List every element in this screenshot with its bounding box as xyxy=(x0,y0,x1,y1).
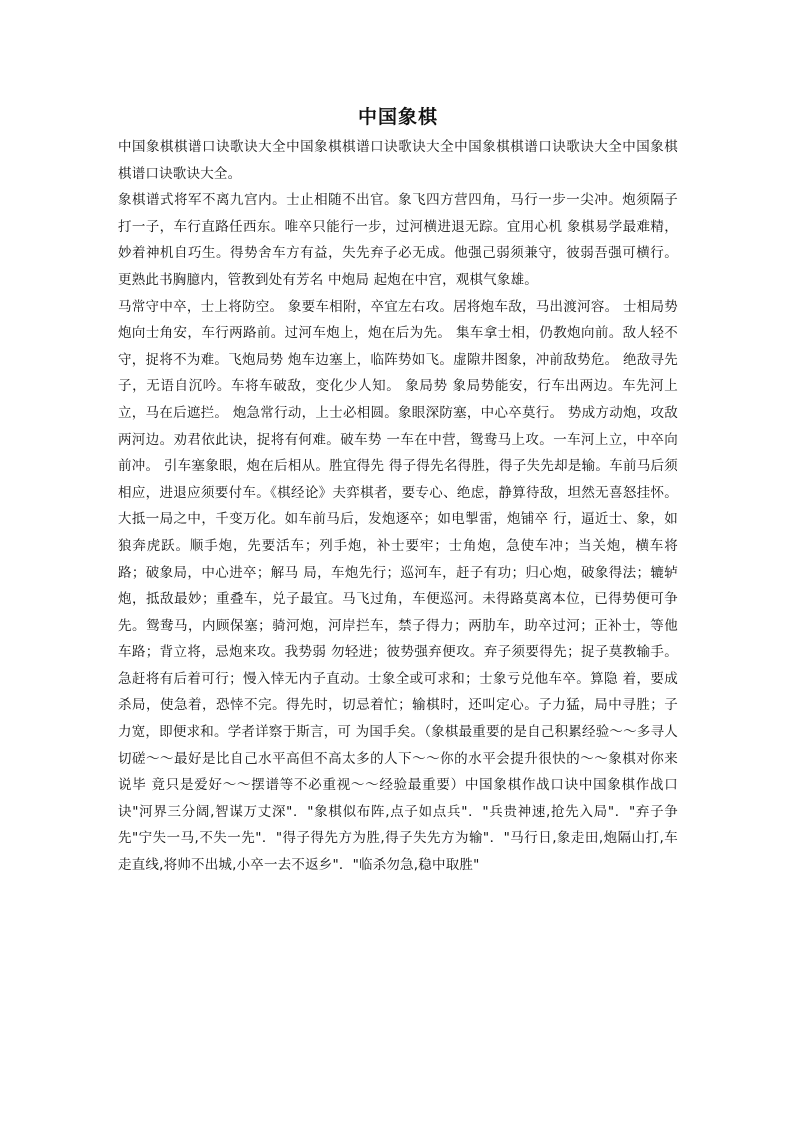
body-paragraph-1: 象棋谱式将军不离九宫内。士止相随不出官。象飞四方营四角，马行一步一尖冲。炮须隔子打一子，车行直路任西东。唯卒只能行一步，过河横进退无踪。宜用心机 象棋易学最难精，妙着神机自巧生。得势舍车方有益，失先弃子必无成。他强己弱须兼守，彼弱吾强可横行。更熟此书胸臆内，管教到处有芳名 中炮局 起炮在中宫，观棋气象雄。 xyxy=(118,192,678,288)
intro-paragraph: 中国象棋棋谱口诀歌诀大全中国象棋棋谱口诀歌诀大全中国象棋棋谱口诀歌诀大全中国象棋棋谱口诀歌诀大全。 xyxy=(118,139,678,182)
body-paragraph-2: 马常守中卒，士上将防空。 象要车相附，卒宜左右攻。居将炮车敌，马出渡河容。 士相局势 炮向士角安，车行两路前。过河车炮上，炮在后为先。 集车拿士相，仍教炮向前。敌人轻不守，捉将不为难。飞炮局势 炮车边塞上，临阵势如飞。虚隙井图象，冲前敌势危。 绝敌寻先子，无语自沉吟。车将车破敌，变化少人知。 象局势 象局势能安，行车出两边。车先河上立，马在后遮拦。 炮急常行动，上士必相圆。象眼深防塞，中心卒莫行。 势成方动炮，攻敌两河边。劝君依此诀，捉将有何难。破车势 一车在中营，鸳鸯马上攻。一车河上立，中卒向前冲。 引车塞象眼，炮在后相从。胜宜得先 得子得先名得胜，得子失先却是输。车前马后须相应，进退应须要付车。《棋经论》夫弈棋者，要专心、绝虑，静算待敌，坦然无喜怒挂怀。大抵一局之中，千变万化。如车前马后，发炮逐卒；如电掣雷，炮铺卒 行，逼近士、象，如狼奔虎跃。顺手炮，先要活车；列手炮，补士要牢；士角炮，急使车冲；当关炮，横车将路；破象局，中心进卒；解马 局，车炮先行；巡河车，赶子有功；归心炮，破象得法；辘轳炮，抵敌最妙；重叠车，兑子最宜。马飞过角，车便巡河。未得路莫离本位，已得势便可争先。鸳鸯马，内顾保塞；骑河炮，河岸拦车，禁子得力；两肋车，助卒过河；正补士，等他车路；背立将，忌炮来攻。我势弱 勿轻进；彼势强弃便攻。弃子须要得先；捉子莫教输手。急赶将有后着可行；慢入悻无内子直动。士象全或可求和；士象亏兑他车卒。算隐 着，要成杀局，使急着，恐悻不完。得先时，切忌着忙；输棋时，还叫定心。子力猛，局中寻胜；子力宽，即便求和。学者详察于斯言，可 为国手矣。（象棋最重要的是自己积累经验～～多寻人切磋～～最好是比自己水平高但不高太多的人下～～你的水平会提升很快的～～象棋对你来说毕 竟只是爱好～～摆谱等不必重视～～经验最重要）中国象棋作战口诀中国象棋作战口诀"河界三分阔,智谋万丈深"．"象棋似布阵,点子如点兵"．"兵贵神速,抢先入局"．"弃子争先"宁失一马,不失一先"．"得子得先方为胜,得子失先方为输"．"马行日,象走田,炮隔山打,车走直线,将帅不出城,小卒一去不返乡"．"临杀勿急,稳中取胜" xyxy=(118,298,678,874)
page-title: 中国象棋 xyxy=(357,106,438,128)
document-page xyxy=(118,100,678,879)
